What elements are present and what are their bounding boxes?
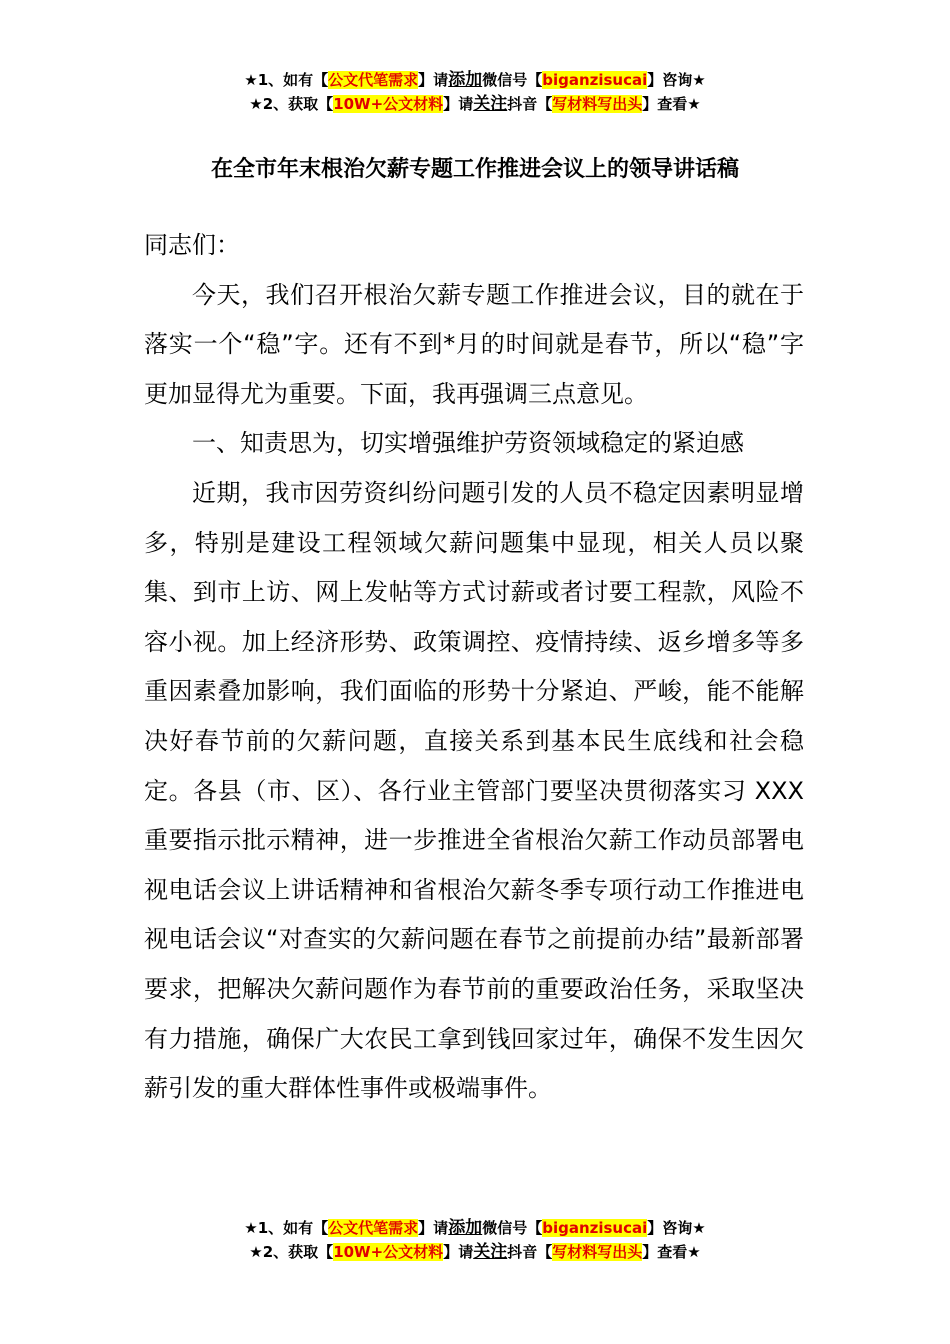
banner-text: 抖音【 xyxy=(507,95,553,113)
banner-line-2 xyxy=(0,1240,950,1264)
banner-text: 】咨询★ xyxy=(647,1219,706,1237)
banner-highlight: 10W+公文材料 xyxy=(333,95,444,113)
banner-emphasis: 关注 xyxy=(473,94,508,114)
banner-text: 抖音【 xyxy=(507,1243,553,1261)
banner-highlight: 10W+公文材料 xyxy=(333,1243,444,1261)
banner-emphasis: 关注 xyxy=(473,1242,508,1262)
banner-highlight: 写材料写出头 xyxy=(552,1243,643,1261)
banner-highlight: biganzisucai xyxy=(542,71,648,89)
banner-text: ★2、获取【 xyxy=(249,1243,334,1261)
banner-text: 】查看★ xyxy=(642,1243,701,1261)
banner-line-1 xyxy=(0,1216,950,1240)
document-body xyxy=(144,221,804,1114)
banner-text: 微信号【 xyxy=(482,1219,543,1237)
banner-text: 微信号【 xyxy=(482,71,543,89)
banner-text: 】请 xyxy=(418,1219,449,1237)
banner-highlight: 公文代笔需求 xyxy=(328,1219,419,1237)
banner-text: 】请 xyxy=(418,71,449,89)
banner-text: 】查看★ xyxy=(642,95,701,113)
banner-text: 】请 xyxy=(443,1243,474,1261)
document-title: 在全市年末根治欠薪专题工作推进会议上的领导讲话稿 xyxy=(210,157,739,182)
banner-highlight: biganzisucai xyxy=(542,1219,648,1237)
paragraph: 近期，我市因劳资纠纷问题引发的人员不稳定因素明显增多，特别是建设工程领域欠薪问题集中显现，相关人员以聚集、到市上访、网上发帖等方式讨薪或者讨要工程款，风险不容小视。加上经济形势、政策调控、疫情持续、返乡增多等多重因素叠加影响，我们面临的形势十分紧迫、严峻，能不能解决好春节前的欠薪问题，直接关系到基本民生底线和社会稳定。各县（市、区）、各行业主管部门要坚决贯彻落实习 XXX 重要指示批示精神，进一步推进全省根治欠薪工作动员部署电视电话会议上讲话精神和省根治欠薪冬季专项行动工作推进电视电话会议“对查实的欠薪问题在春节之前提前办结”最新部署要求，把解决欠薪问题作为春节前的重要政治任务，采取坚决有力措施，确保广大农民工拿到钱回家过年，确保不发生因欠薪引发的重大群体性事件或极端事件。 xyxy=(144,478,804,1103)
banner-highlight: 公文代笔需求 xyxy=(328,71,419,89)
footer-banner xyxy=(0,1216,950,1264)
banner-text: ★2、获取【 xyxy=(249,95,334,113)
banner-line-1 xyxy=(0,68,950,92)
banner-text: ★1、如有【 xyxy=(244,71,329,89)
banner-emphasis: 添加 xyxy=(448,1218,483,1238)
banner-text: 】请 xyxy=(443,95,474,113)
paragraph: 今天，我们召开根治欠薪专题工作推进会议，目的就在于落实一个“稳”字。还有不到*月的时间就是春节，所以“稳”字更加显得尤为重要。下面，我再强调三点意见。 xyxy=(144,280,804,408)
salutation: 同志们： xyxy=(144,231,240,259)
section-heading: 一、知责思为，切实增强维护劳资领域稳定的紧迫感 xyxy=(192,429,744,458)
banner-highlight: 写材料写出头 xyxy=(552,95,643,113)
banner-text: 】咨询★ xyxy=(647,71,706,89)
banner-text: ★1、如有【 xyxy=(244,1219,329,1237)
banner-emphasis: 添加 xyxy=(448,70,483,90)
banner-line-2 xyxy=(0,92,950,116)
header-banner xyxy=(0,68,950,116)
